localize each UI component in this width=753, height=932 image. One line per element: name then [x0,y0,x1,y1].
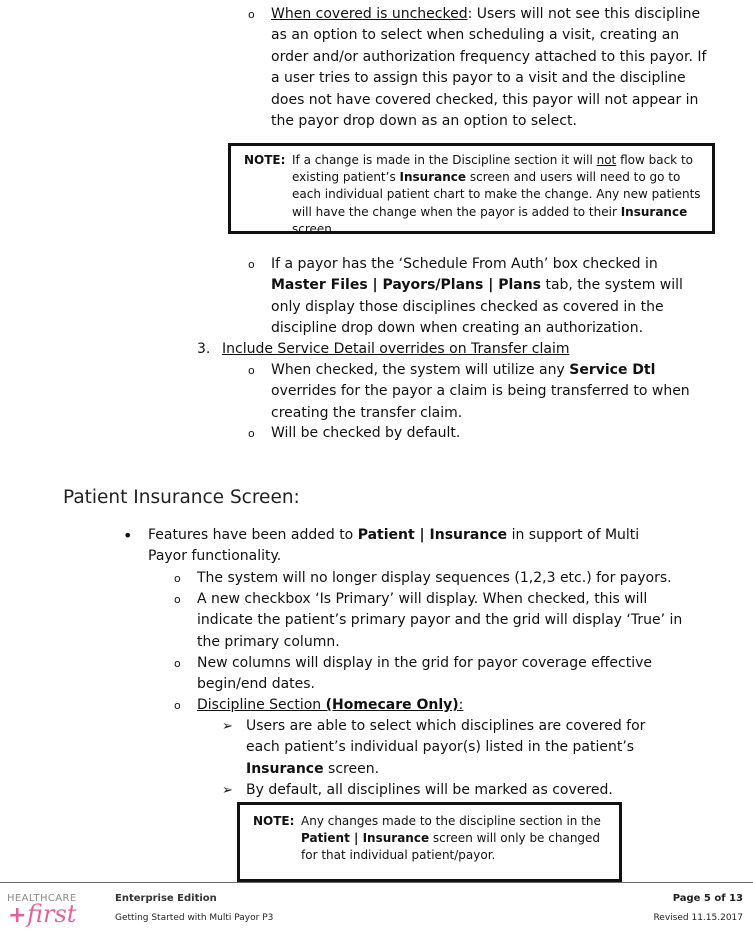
discipline-section-title: Discipline Section (Homecare Only): [197,697,464,713]
logo-graphic [7,886,107,928]
schedule-from-auth-paragraph: If a payor has the ‘Schedule From Auth’ box checked in Master Files | Payors/Plans | Plans tab, the system will only display those disciplines checked as covered in the discipline drop down when creating an authorization. [271,256,683,337]
arrow-bullet-icon: ➢ [222,719,233,734]
circle-bullet-icon: o [174,657,181,670]
note-label: NOTE: [244,153,286,167]
circle-bullet-icon: o [248,8,255,21]
footer-divider [0,882,753,883]
footer-edition: Enterprise Edition [115,893,217,904]
svg-text:+: + [8,903,27,928]
svg-text:HEALTHCARE: HEALTHCARE [7,893,77,904]
bullet-icon: • [123,526,133,545]
default-covered-text: By default, all disciplines will be marked as covered. [246,782,613,798]
footer-doc-title: Getting Started with Multi Payor P3 [115,913,274,923]
healthcare-first-logo [7,886,107,926]
circle-bullet-icon: o [174,593,181,606]
disciplines-covered-paragraph: Users are able to select which disciplines are covered for each patient’s individual payor(s) listed in the patient’s Insurance screen. [246,718,646,777]
covered-unchecked-paragraph [271,4,711,132]
note-text: If a change is made in the Discipline section it will not flow back to existing patient’s Insurance screen and users will need to go to each individual patient chart to make the change. Any new patients will have the change when the payor is added to their Insurance screen. [292,153,701,236]
covered-unchecked-text: : Users will not see this discipline as an option to select when scheduling a visit, creating an order and/or authorization frequency attached to this payor. If a user tries to assign this payor to a visit and the discipline does not have covered checked, this payor will not appear in the payor drop down as an option to select. [271,6,707,130]
note-label: NOTE: [253,814,295,828]
note-box-discipline [228,143,715,234]
arrow-bullet-icon: ➢ [222,783,233,798]
features-paragraph: Features have been added to Patient | Insurance in support of Multi Payor functionality. [148,527,640,565]
default-checked-text: Will be checked by default. [271,425,461,441]
circle-bullet-icon: o [248,258,255,271]
circle-bullet-icon: o [248,364,255,377]
circle-bullet-icon: o [174,699,181,712]
sequences-text: The system will no longer display sequences (1,2,3 etc.) for payors. [197,570,672,586]
footer-revised-date: Revised 11.15.2017 [653,913,743,923]
list-number: 3. [197,341,211,357]
covered-unchecked-title: When covered is unchecked [271,6,468,22]
footer-page-number: Page 5 of 13 [672,893,743,904]
circle-bullet-icon: o [248,427,255,440]
item3-title: Include Service Detail overrides on Transfer claim [222,341,570,357]
section-heading: Patient Insurance Screen: [63,487,300,508]
note-box-patient-insurance [237,802,622,882]
service-detail-paragraph: When checked, the system will utilize any Service Dtl overrides for the payor a claim is being transferred to when creating the transfer claim. [271,362,690,421]
svg-text:first: first [27,900,77,928]
is-primary-text: A new checkbox ‘Is Primary’ will display. When checked, this will indicate the patient’s primary payor and the grid will display ‘True’ in the primary column. [197,591,683,650]
note-text: Any changes made to the discipline section in the Patient | Insurance screen will only be changed for that individual patient/payor. [301,814,601,863]
circle-bullet-icon: o [174,572,181,585]
new-columns-text: New columns will display in the grid for payor coverage effective begin/end dates. [197,655,653,693]
